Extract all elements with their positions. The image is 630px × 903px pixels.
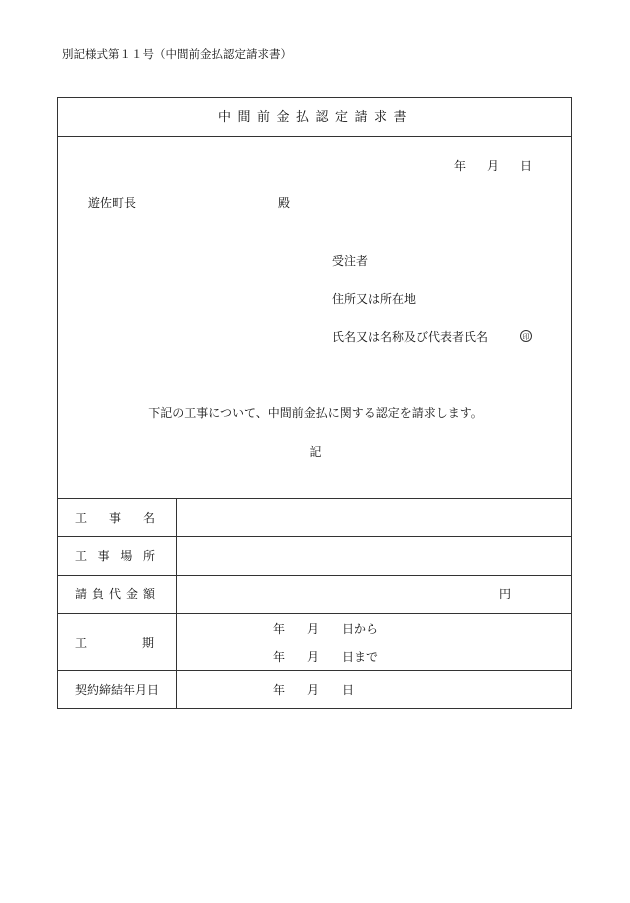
row-label-construction-site: 工 事 場 所 — [75, 549, 155, 563]
row-label-contract-amount: 請 負 代 金 額 — [75, 587, 155, 601]
amount-unit: 円 — [499, 587, 512, 601]
row-label-construction-name: 工 事 名 — [75, 511, 155, 525]
address-label: 住所又は所在地 — [332, 292, 417, 306]
contract-date-day: 日 — [342, 683, 355, 697]
period-start-month: 月 — [307, 622, 320, 636]
document-title: 中間前金払認定請求書 — [217, 110, 413, 125]
name-label: 氏名又は名称及び代表者氏名 — [332, 330, 489, 344]
honorific: 殿 — [278, 196, 291, 210]
title-divider — [58, 136, 571, 137]
row-divider — [58, 613, 571, 614]
request-form — [57, 97, 572, 709]
form-number: 別記様式第１１号（中間前金払認定請求書） — [62, 47, 292, 61]
date-month: 月 — [487, 159, 500, 173]
period-start-year: 年 — [273, 622, 286, 636]
period-end-day: 日まで — [342, 650, 379, 664]
contract-date-year: 年 — [273, 683, 286, 697]
row-divider — [58, 670, 571, 671]
row-divider — [58, 575, 571, 576]
row-label-contract-date: 契約締結年月日 — [75, 683, 160, 697]
period-end-year: 年 — [273, 650, 286, 664]
period-end-month: 月 — [307, 650, 320, 664]
date-year: 年 — [454, 159, 467, 173]
column-divider — [176, 498, 177, 708]
row-label-construction-period: 工 期 — [75, 636, 154, 650]
period-start-day: 日から — [342, 622, 379, 636]
addressee: 遊佐町長 — [88, 196, 137, 210]
seal-mark: 印 — [520, 330, 532, 342]
request-sentence: 下記の工事について、中間前金払に関する認定を請求します。 — [148, 406, 483, 420]
row-divider — [58, 536, 571, 537]
contractor-label: 受注者 — [332, 254, 369, 268]
ki-marker: 記 — [309, 445, 322, 459]
contract-date-month: 月 — [307, 683, 320, 697]
table-top-border — [58, 498, 571, 499]
date-day: 日 — [520, 159, 533, 173]
